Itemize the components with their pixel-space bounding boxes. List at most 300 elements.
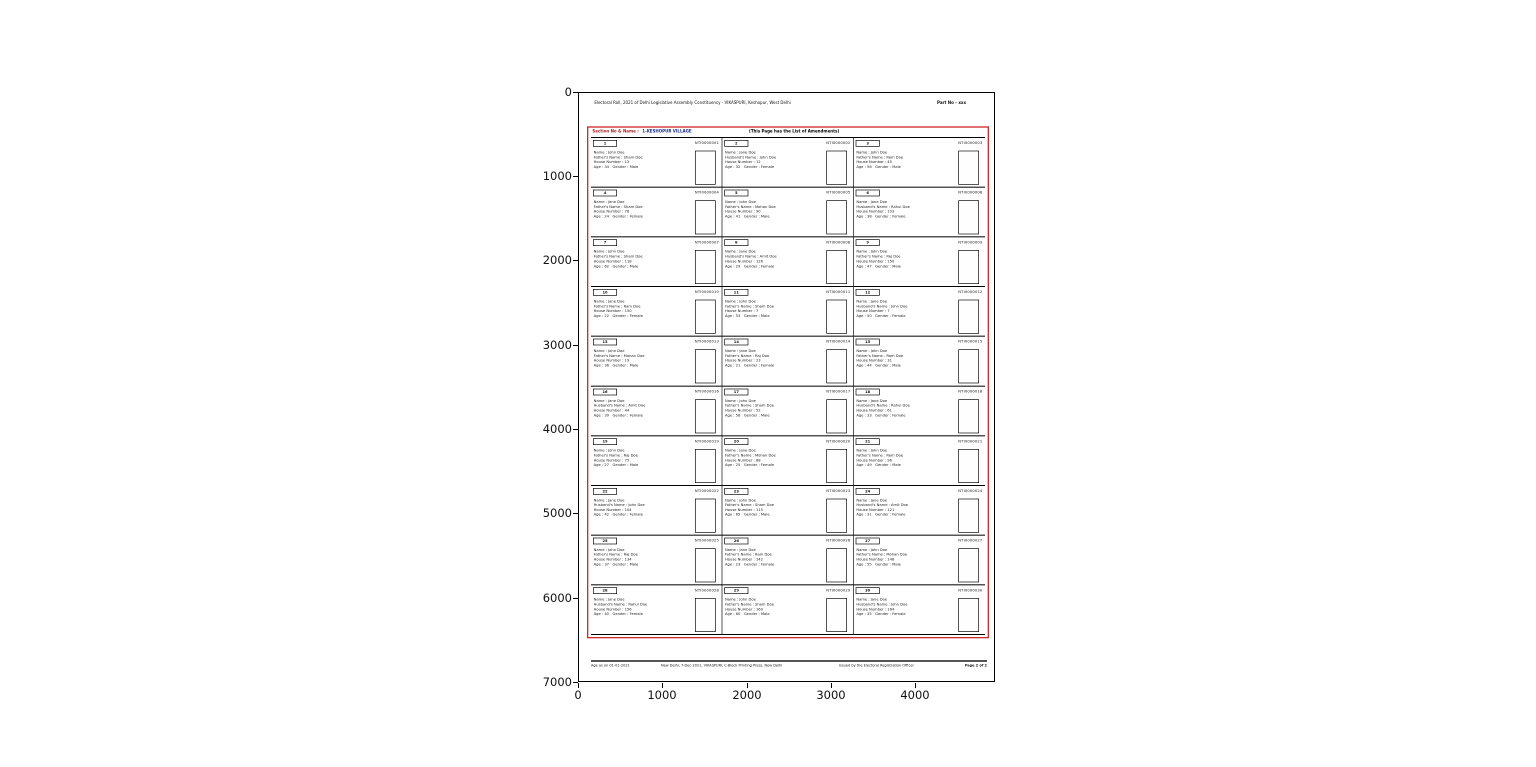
relation-line: Husband's Name : Amit Doe	[593, 403, 646, 408]
highlight-rectangle	[587, 126, 989, 638]
voter-details	[856, 150, 903, 169]
house-line: House Number : 45	[856, 159, 892, 164]
relation-line: Father's Name : Sham Doe	[724, 502, 774, 508]
voter-card	[722, 337, 853, 387]
photo-box	[695, 399, 716, 433]
y-tick-label: 2000	[542, 253, 572, 267]
voter-card	[722, 436, 853, 486]
epic-number: NTI0000019	[694, 438, 719, 444]
y-tick-label: 6000	[542, 591, 572, 605]
age-gender-line: Age : 23 Gender : Female	[724, 562, 775, 567]
photo-box	[695, 548, 716, 582]
voter-details	[725, 597, 774, 616]
name-line: Name : John Doe	[724, 597, 756, 602]
photo-box	[695, 598, 716, 632]
voter-card	[854, 536, 985, 586]
house-line: House Number : 150	[856, 259, 895, 264]
photo-box	[958, 349, 979, 383]
photo-box	[695, 300, 716, 334]
photo-box	[958, 399, 979, 433]
voter-details	[594, 448, 639, 467]
voter-details	[856, 448, 903, 467]
house-line: House Number : 103	[856, 209, 895, 214]
photo-box	[826, 349, 847, 383]
house-line: House Number : 12	[724, 159, 761, 164]
relation-line: Father's Name : Ram Doe	[724, 552, 772, 557]
epic-number: NTI0000009	[958, 240, 983, 245]
relation-line: Father's Name : Mohan Doe	[724, 453, 776, 458]
house-line: House Number : 61	[856, 408, 892, 413]
voter-card	[591, 436, 722, 486]
epic-number: NTI0000013	[694, 339, 719, 344]
name-line: Name : John Doe	[856, 249, 888, 254]
serial-number: 17	[724, 388, 748, 395]
voter-details	[856, 200, 910, 219]
epic-number: NTI0000023	[826, 488, 851, 493]
relation-line: Father's Name : Mohan Doe	[856, 552, 908, 557]
photo-box	[695, 250, 716, 284]
footer-address: New Delhi, 7-Dec-2021, VIKASPURI, C-Block Printing Press, New Delhi	[660, 663, 783, 668]
voter-details	[856, 299, 907, 318]
photo-box	[826, 499, 847, 533]
relation-line: Father's Name : Ram Doe	[593, 303, 641, 309]
serial-number: 21	[856, 438, 880, 445]
x-tick-mark	[915, 683, 916, 688]
photo-box	[826, 548, 847, 582]
house-line: House Number : 52	[724, 408, 761, 413]
x-tick-mark	[747, 683, 748, 688]
epic-number: NTI0000017	[826, 389, 851, 394]
age-gender-line: Age : 42 Gender : Female	[593, 512, 643, 517]
relation-line: Father's Name : Raj Doe	[856, 254, 901, 259]
photo-box	[826, 449, 847, 483]
photo-box	[958, 499, 979, 533]
serial-number: 1	[593, 140, 617, 147]
name-line: Name : Jane Doe	[856, 398, 888, 403]
serial-number: 22	[593, 488, 617, 495]
relation-line: Father's Name : Mohan Doe	[593, 353, 645, 358]
voter-card	[854, 436, 985, 486]
x-tick-mark	[831, 683, 832, 688]
voter-card	[591, 585, 722, 635]
y-tick-label: 0	[564, 85, 572, 99]
voter-card	[722, 585, 853, 635]
epic-number: NTI0000016	[694, 389, 719, 394]
voter-card	[854, 486, 985, 536]
name-line: Name : John Doe	[856, 547, 888, 552]
age-gender-line: Age : 32 Gender : Female	[724, 164, 775, 169]
voter-card	[591, 138, 722, 188]
relation-line: Husband's Name : Rahul Doe	[856, 204, 910, 209]
relation-line: Father's Name : Sham Doe	[593, 204, 643, 209]
relation-line: Father's Name : Ram Doe	[856, 154, 904, 160]
serial-number: 7	[593, 239, 617, 246]
relation-line: Father's Name : Sham Doe	[724, 602, 774, 607]
relation-line: Father's Name : Mohan Doe	[724, 204, 776, 209]
voter-card	[854, 386, 985, 436]
house-line: House Number : 23	[724, 358, 761, 363]
age-gender-line: Age : 49 Gender : Male	[856, 462, 901, 468]
serial-number: 19	[593, 438, 617, 445]
house-line: House Number : 142	[724, 557, 763, 562]
name-line: Name : Jane Doe	[593, 299, 625, 304]
voter-details	[725, 349, 774, 368]
photo-box	[958, 449, 979, 483]
name-line: Name : John Doe	[856, 448, 888, 453]
serial-number: 5	[724, 190, 748, 197]
serial-number: 18	[856, 388, 880, 395]
voter-details	[594, 498, 645, 517]
photo-box	[695, 200, 716, 234]
house-line: House Number : 90	[724, 209, 761, 214]
age-gender-line: Age : 62 Gender : Male	[593, 263, 639, 269]
voter-card	[722, 386, 853, 436]
voter-card	[591, 386, 722, 436]
age-gender-line: Age : 24 Gender : Female	[593, 214, 643, 219]
y-tick-label: 7000	[542, 675, 572, 689]
epic-number: NTI0000025	[694, 538, 719, 543]
voter-details	[725, 448, 776, 467]
voter-details	[856, 398, 910, 417]
serial-number: 9	[856, 239, 880, 246]
y-tick-label: 1000	[542, 169, 572, 183]
epic-number: NTI0000028	[694, 587, 719, 593]
age-gender-line: Age : 53 Gender : Male	[724, 313, 770, 318]
age-gender-line: Age : 25 Gender : Female	[724, 462, 775, 468]
cards-grid	[591, 137, 985, 635]
voter-details	[856, 498, 908, 517]
epic-number: NTI0000018	[958, 389, 983, 394]
name-line: Name : John Doe	[724, 299, 756, 304]
serial-number: 6	[856, 190, 880, 197]
voter-details	[856, 548, 907, 567]
age-gender-line: Age : 39 Gender : Female	[593, 412, 643, 418]
epic-number: NTI0000021	[958, 438, 983, 444]
name-line: Name : John Doe	[593, 249, 625, 254]
house-line: House Number : 121	[856, 507, 895, 512]
age-gender-line: Age : 38 Gender : Female	[856, 214, 906, 219]
voter-details	[594, 249, 643, 268]
name-line: Name : Jane Doe	[724, 149, 756, 155]
house-line: House Number : 96	[856, 457, 892, 463]
voter-details	[725, 548, 774, 567]
photo-box	[826, 151, 847, 185]
epic-number: NTI0000022	[694, 488, 719, 493]
name-line: Name : Jane Doe	[724, 448, 756, 453]
relation-line: Husband's Name : John Doe	[856, 602, 908, 607]
serial-number: 10	[593, 289, 617, 296]
age-gender-line: Age : 58 Gender : Male	[724, 412, 770, 418]
house-line: House Number : 160	[724, 606, 763, 612]
photo-box	[695, 151, 716, 185]
house-line: House Number : 156	[593, 606, 632, 612]
serial-number: 14	[724, 339, 748, 346]
age-gender-line: Age : 35 Gender : Female	[856, 611, 906, 617]
house-line: House Number : 7	[856, 308, 890, 314]
voter-details	[594, 398, 646, 417]
epic-number: NTI0000007	[694, 240, 719, 245]
relation-line: Husband's Name : John Doe	[724, 154, 777, 160]
name-line: Name : Jane Doe	[593, 398, 625, 403]
photo-box	[958, 250, 979, 284]
house-line: House Number : 150	[593, 308, 632, 314]
epic-number: NTI0000015	[958, 339, 983, 344]
name-line: Name : Jane Doe	[856, 199, 888, 205]
name-line: Name : John Doe	[724, 398, 756, 403]
photo-box	[958, 598, 979, 632]
y-tick-label: 5000	[542, 506, 572, 520]
x-tick-label: 1000	[647, 688, 677, 702]
voter-card	[591, 337, 722, 387]
name-line: Name : John Doe	[856, 348, 888, 354]
age-gender-line: Age : 27 Gender : Male	[593, 462, 639, 468]
age-gender-line: Age : 34 Gender : Male	[593, 164, 639, 169]
photo-box	[826, 598, 847, 632]
voter-card	[591, 237, 722, 287]
voter-details	[594, 597, 648, 616]
voter-card	[722, 188, 853, 238]
page-number: Page 2 of 2	[964, 663, 987, 668]
house-line: House Number : 118	[593, 259, 632, 264]
house-line: House Number : 148	[856, 557, 895, 562]
voter-details	[856, 349, 903, 368]
x-tick-mark	[578, 683, 579, 688]
epic-number: NTI0000001	[694, 140, 719, 145]
relation-line: Father's Name : Raj Doe	[593, 453, 638, 458]
x-tick-label: 2000	[732, 688, 762, 702]
epic-number: NTI0000006	[958, 190, 983, 195]
relation-line: Father's Name : Sham Doe	[593, 254, 643, 259]
house-line: House Number : 126	[724, 259, 763, 264]
x-tick-label: 0	[574, 688, 582, 702]
voter-details	[856, 249, 901, 268]
age-gender-line: Age : 60 Gender : Male	[724, 611, 770, 617]
epic-number: NTI0000004	[694, 190, 719, 195]
voter-details	[725, 200, 776, 219]
serial-number: 16	[593, 388, 617, 395]
age-gender-line: Age : 21 Gender : Female	[724, 363, 775, 368]
serial-number: 23	[724, 488, 748, 495]
relation-line: Father's Name : Sham Doe	[724, 303, 774, 309]
voter-details	[725, 249, 777, 268]
y-tick-label: 4000	[542, 422, 572, 436]
name-line: Name : John Doe	[593, 547, 625, 552]
section-note: (This Page has the List of Amendments)	[748, 128, 840, 134]
relation-line: Husband's Name : Amit Doe	[856, 502, 909, 508]
voter-card	[591, 536, 722, 586]
name-line: Name : Jane Doe	[856, 597, 888, 602]
serial-number: 27	[856, 538, 880, 545]
name-line: Name : Jane Doe	[856, 299, 888, 304]
photo-box	[826, 399, 847, 433]
voter-card	[722, 237, 853, 287]
relation-line: Father's Name : Ram Doe	[856, 353, 904, 358]
name-line: Name : John Doe	[724, 199, 756, 205]
footer-issuer: Issued by the Electoral Registration Officer	[838, 663, 914, 668]
x-tick-label: 3000	[816, 688, 846, 702]
name-line: Name : Jane Doe	[724, 348, 756, 354]
epic-number: NTI0000003	[958, 140, 983, 145]
epic-number: NTI0000024	[958, 488, 983, 493]
age-gender-line: Age : 40 Gender : Female	[593, 611, 643, 617]
epic-number: NTI0000008	[826, 240, 851, 245]
age-gender-line: Age : 65 Gender : Male	[724, 512, 770, 517]
voter-card	[591, 188, 722, 238]
voter-card	[591, 486, 722, 536]
house-line: House Number : 12	[593, 159, 630, 164]
epic-number: NTI0000010	[694, 289, 719, 295]
age-gender-line: Age : 33 Gender : Female	[856, 412, 906, 418]
voter-card	[722, 486, 853, 536]
x-tick-mark	[662, 683, 663, 688]
age-gender-line: Age : 50 Gender : Female	[856, 313, 906, 318]
voter-details	[725, 299, 774, 318]
section-value: 1-KESHOPUR VILLAGE	[642, 128, 692, 134]
epic-number: NTI0000014	[826, 339, 851, 344]
serial-number: 11	[724, 289, 748, 296]
serial-number: 12	[856, 289, 880, 296]
serial-number: 28	[593, 587, 617, 594]
epic-number: NTI0000012	[958, 289, 983, 295]
serial-number: 24	[856, 488, 880, 495]
epic-number: NTI0000005	[826, 190, 851, 195]
relation-line: Husband's Name : Amit Doe	[724, 254, 777, 259]
serial-number: 20	[724, 438, 748, 445]
voter-details	[725, 150, 776, 169]
photo-box	[695, 349, 716, 383]
serial-number: 3	[856, 140, 880, 147]
footer-age-note: Age as on 01-01-2021	[590, 663, 630, 668]
age-gender-line: Age : 29 Gender : Female	[724, 263, 775, 269]
photo-box	[695, 449, 716, 483]
photo-box	[958, 151, 979, 185]
serial-number: 8	[724, 239, 748, 246]
house-line: House Number : 78	[593, 209, 630, 214]
section-label: Section No & Name :	[592, 128, 639, 134]
document-title: Electoral Roll, 2021 of Delhi Legislative Assembly Constituency - VIKASPURI, Keshopur, West Delhi	[594, 100, 791, 105]
relation-line: Father's Name : Sham Doe	[593, 154, 643, 160]
photo-box	[826, 200, 847, 234]
voter-card	[722, 287, 853, 337]
photo-box	[958, 548, 979, 582]
photo-box	[826, 300, 847, 334]
name-line: Name : Jane Doe	[593, 497, 625, 503]
serial-number: 4	[593, 190, 617, 197]
voter-details	[594, 548, 639, 567]
house-line: House Number : 44	[593, 408, 630, 413]
house-line: House Number : 164	[856, 606, 895, 612]
serial-number: 13	[593, 339, 617, 346]
epic-number: NTI0000030	[958, 587, 983, 593]
voter-card	[854, 287, 985, 337]
serial-number: 2	[724, 140, 748, 147]
age-gender-line: Age : 22 Gender : Female	[593, 313, 643, 318]
voter-details	[594, 299, 643, 318]
voter-card	[854, 237, 985, 287]
age-gender-line: Age : 56 Gender : Male	[856, 164, 901, 169]
voter-card	[722, 138, 853, 188]
age-gender-line: Age : 37 Gender : Male	[593, 562, 639, 567]
name-line: Name : Jane Doe	[856, 497, 888, 503]
name-line: Name : Jane Doe	[724, 249, 756, 254]
footer-divider	[591, 660, 987, 661]
age-gender-line: Age : 47 Gender : Male	[856, 263, 901, 269]
name-line: Name : John Doe	[593, 448, 625, 453]
name-line: Name : John Doe	[593, 149, 625, 155]
voter-details	[725, 398, 774, 417]
relation-line: Husband's Name : Rahul Doe	[593, 602, 648, 607]
photo-box	[958, 300, 979, 334]
voter-details	[594, 349, 645, 368]
serial-number: 30	[856, 587, 880, 594]
relation-line: Husband's Name : Rahul Doe	[856, 403, 910, 408]
epic-number: NTI0000011	[826, 289, 851, 295]
serial-number: 26	[724, 538, 748, 545]
section-header	[592, 129, 983, 137]
voter-card	[854, 188, 985, 238]
name-line: Name : John Doe	[724, 497, 756, 503]
house-line: House Number : 115	[724, 507, 763, 512]
relation-line: Father's Name : Ram Doe	[856, 453, 904, 458]
part-number: Part No - xxx	[936, 100, 967, 105]
voter-details	[594, 200, 643, 219]
age-gender-line: Age : 55 Gender : Male	[856, 562, 901, 567]
epic-number: NTI0000026	[826, 538, 851, 543]
relation-line: Father's Name : Raj Doe	[724, 353, 770, 358]
epic-number: NTI0000029	[826, 587, 851, 593]
serial-number: 25	[593, 538, 617, 545]
voter-card	[854, 337, 985, 387]
epic-number: NTI0000002	[826, 140, 851, 145]
house-line: House Number : 31	[856, 358, 892, 363]
x-tick-label: 4000	[900, 688, 930, 702]
house-line: House Number : 88	[724, 457, 761, 463]
relation-line: Husband's Name : John Doe	[593, 502, 645, 508]
epic-number: NTI0000020	[826, 438, 851, 444]
epic-number: NTI0000027	[958, 538, 983, 543]
plot-area	[578, 92, 995, 682]
house-line: House Number : 7	[724, 308, 759, 314]
name-line: Name : John Doe	[593, 348, 625, 354]
house-line: House Number : 19	[593, 358, 630, 363]
relation-line: Father's Name : Sham Doe	[724, 403, 774, 408]
photo-box	[958, 200, 979, 234]
voter-card	[722, 536, 853, 586]
house-line: House Number : 104	[593, 507, 632, 512]
house-line: House Number : 75	[593, 457, 630, 463]
voter-card	[591, 287, 722, 337]
age-gender-line: Age : 31 Gender : Female	[856, 512, 906, 517]
age-gender-line: Age : 41 Gender : Male	[724, 214, 770, 219]
name-line: Name : Jane Doe	[593, 199, 625, 205]
photo-box	[695, 499, 716, 533]
serial-number: 15	[856, 339, 880, 346]
house-line: House Number : 134	[593, 557, 632, 562]
name-line: Name : Jane Doe	[724, 547, 756, 552]
age-gender-line: Age : 44 Gender : Male	[856, 363, 901, 368]
voter-details	[594, 150, 643, 169]
voter-card	[854, 585, 985, 635]
voter-details	[725, 498, 774, 517]
voter-card	[854, 138, 985, 188]
name-line: Name : Jane Doe	[593, 597, 625, 602]
photo-box	[826, 250, 847, 284]
relation-line: Father's Name : Raj Doe	[593, 552, 638, 557]
voter-details	[856, 597, 907, 616]
serial-number: 29	[724, 587, 748, 594]
name-line: Name : John Doe	[856, 149, 888, 155]
relation-line: Husband's Name : John Doe	[856, 303, 908, 309]
